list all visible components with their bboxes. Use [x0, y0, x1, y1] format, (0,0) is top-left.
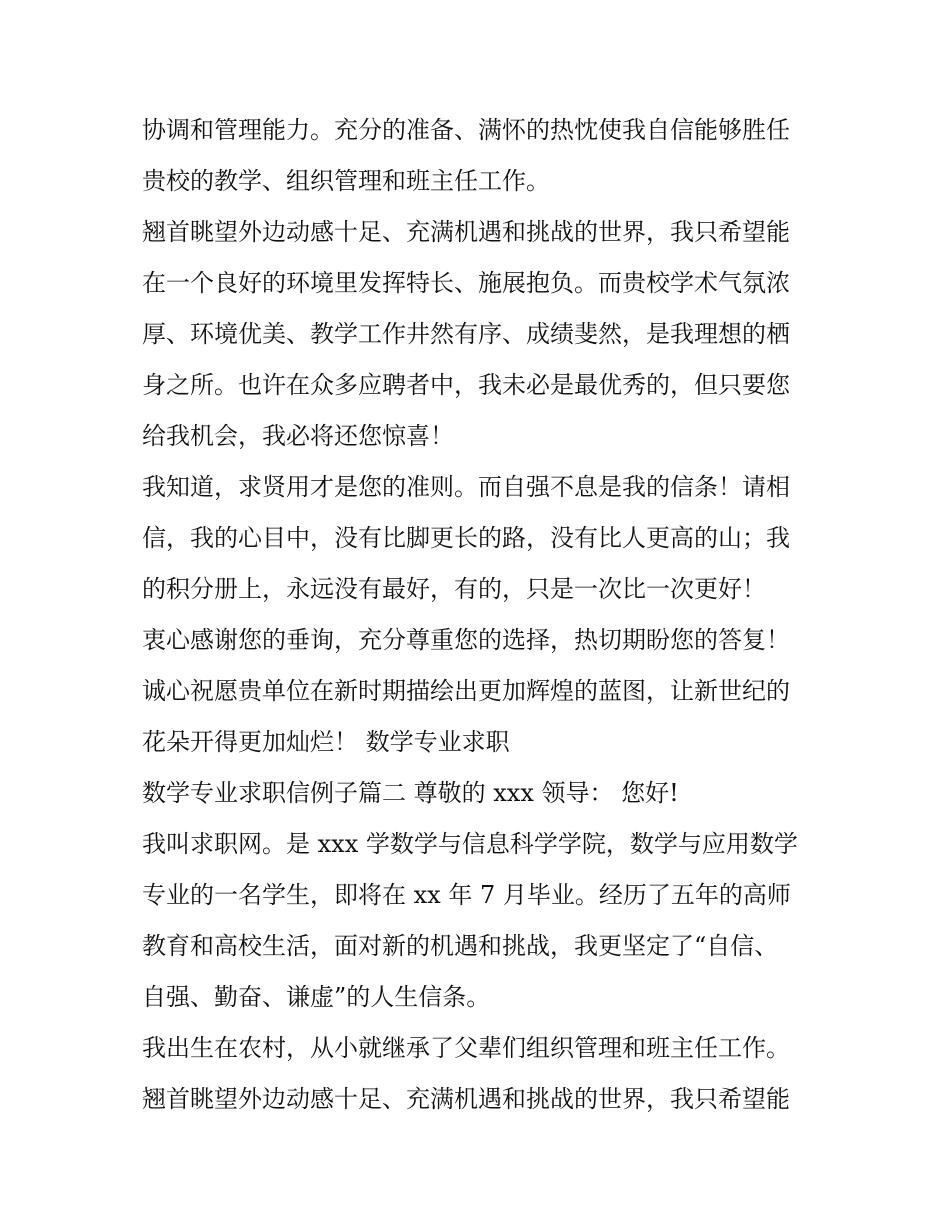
text-line: 信，我的心目中，没有比脚更长的路，没有比人更高的山；我 [142, 524, 790, 552]
text-line: 专业的一名学生，即将在 xx 年 7 月毕业。经历了五年的高师 [142, 881, 791, 909]
text-line: 翘首眺望外边动感十足、充满机遇和挑战的世界，我只希望能 [142, 218, 790, 246]
text-line: 自强、勤奋、谦虚”的人生信条。 [142, 983, 491, 1011]
text-line: 教育和高校生活，面对新的机遇和挑战，我更坚定了“自信、 [142, 932, 779, 960]
text-line: 翘首眺望外边动感十足、充满机遇和挑战的世界，我只希望能 [142, 1085, 790, 1113]
text-line: 我叫求职网。是 xxx 学数学与信息科学学院，数学与应用数学 [142, 830, 798, 858]
text-line: 数学专业求职信例子篇二 尊敬的 xxx 领导： 您好! [142, 779, 679, 807]
text-line: 诚心祝愿贵单位在新时期描绘出更加辉煌的蓝图，让新世纪的 [142, 677, 790, 705]
body-text [142, 105, 822, 1125]
text-line: 身之所。也许在众多应聘者中，我未必是最优秀的，但只要您 [142, 371, 790, 399]
text-line: 协调和管理能力。充分的准备、满怀的热忱使我自信能够胜任 [142, 116, 790, 144]
text-line: 的积分册上，永远没有最好，有的，只是一次比一次更好！ [142, 575, 766, 603]
text-line: 贵校的教学、组织管理和班主任工作。 [142, 167, 550, 195]
text-line: 衷心感谢您的垂询，充分尊重您的选择，热切期盼您的答复！ [142, 626, 790, 654]
text-line: 我知道，求贤用才是您的准则。而自强不息是我的信条！请相 [142, 473, 790, 501]
text-line: 花朵开得更加灿烂！ 数学专业求职 [142, 728, 510, 756]
text-line: 我出生在农村，从小就继承了父辈们组织管理和班主任工作。 [142, 1034, 790, 1062]
text-line: 厚、环境优美、教学工作井然有序、成绩斐然，是我理想的栖 [142, 320, 790, 348]
text-line: 在一个良好的环境里发挥特长、施展抱负。而贵校学术气氛浓 [142, 269, 790, 297]
text-line: 给我机会，我必将还您惊喜！ [142, 422, 454, 450]
